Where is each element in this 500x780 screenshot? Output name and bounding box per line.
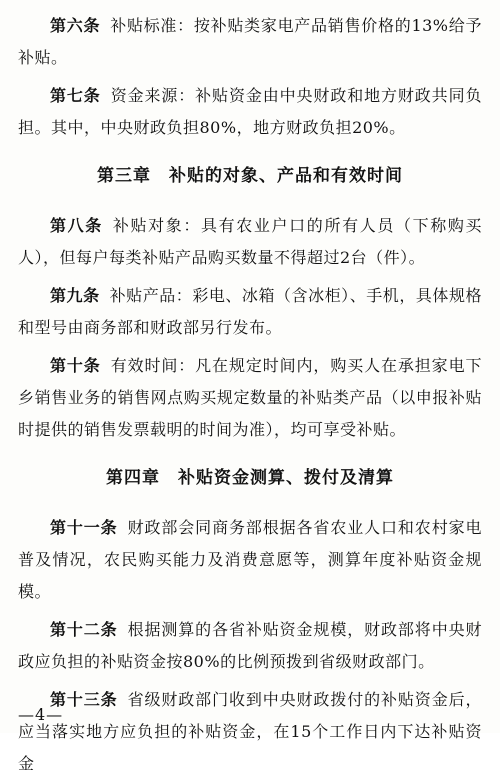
article-8-text: 补贴对象：具有农业户口的所有人员（下称购买人），但每户每类补贴产品购买数量不得超过2台（件）。 [18, 216, 482, 267]
article-7-label: 第七条 [50, 86, 101, 105]
page-number: —4— [18, 705, 64, 724]
article-7-text: 资金来源：补贴资金由中央财政和地方财政共同负担。其中，中央财政负担80%，地方财政负担20%。 [18, 86, 482, 137]
article-10 [18, 350, 482, 446]
article-9-text: 补贴产品：彩电、冰箱（含冰柜）、手机，具体规格和型号由商务部和财政部另行发布。 [18, 286, 482, 337]
article-8-label: 第八条 [50, 216, 103, 235]
article-11-text: 财政部会同商务部根据各省农业人口和农村家电普及情况，农民购买能力及消费意愿等，测算年度补贴资金规模。 [18, 518, 482, 601]
article-9-label: 第九条 [50, 286, 100, 305]
article-10-text: 有效时间：凡在规定时间内，购买人在承担家电下乡销售业务的销售网点购买规定数量的补贴类产品（以申报补贴时提供的销售发票载明的时间为准），均可享受补贴。 [18, 356, 482, 439]
article-7 [18, 80, 482, 144]
chapter-4-title: 第四章 补贴资金测算、拨付及清算 [106, 468, 394, 488]
article-13-label: 第十三条 [50, 690, 118, 709]
chapter-3-title: 第三章 补贴的对象、产品和有效时间 [97, 166, 403, 186]
article-12-text: 根据测算的各省补贴资金规模，财政部将中央财政应负担的补贴资金按80%的比例预拨到省级财政部门。 [18, 620, 482, 671]
article-12 [18, 614, 482, 678]
article-10-label: 第十条 [50, 356, 101, 375]
article-11 [18, 512, 482, 608]
article-8 [18, 210, 482, 274]
article-13 [18, 684, 482, 780]
article-11-label: 第十一条 [50, 518, 118, 537]
article-6 [18, 10, 482, 74]
article-12-label: 第十二条 [50, 620, 118, 639]
article-13-text: 省级财政部门收到中央财政拨付的补贴资金后，应当落实地方应负担的补贴资金，在15个工作日内下达补贴资金 [18, 690, 482, 773]
article-6-text: 补贴标准：按补贴类家电产品销售价格的13%给予补贴。 [18, 16, 482, 67]
article-6-label: 第六条 [50, 16, 101, 35]
article-9 [18, 280, 482, 344]
